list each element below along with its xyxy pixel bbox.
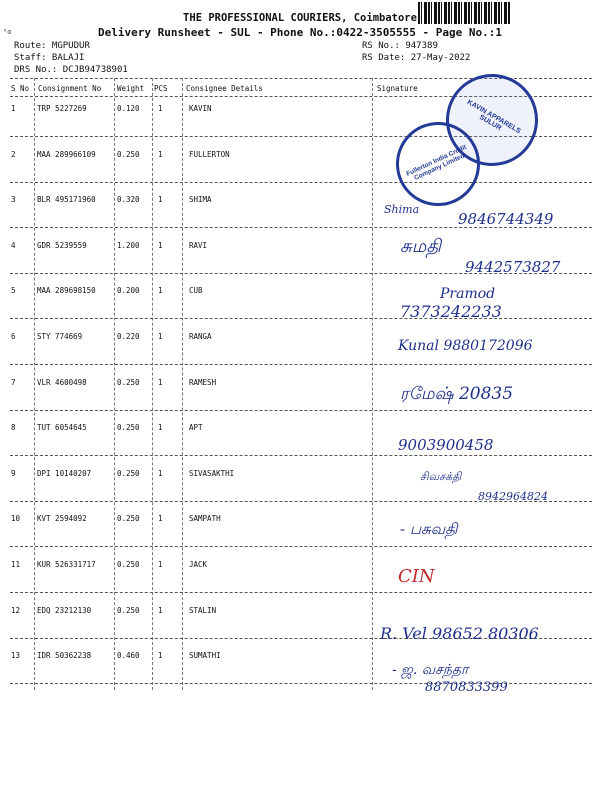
row-consignee: JACK [189,560,208,569]
stamp-kavin-text: KAVIN APPARELS SULUR [465,98,522,136]
signature-13-phone: 8870833399 [425,680,508,695]
row-weight: 0.250 [117,605,140,615]
staff-label: Staff: BALAJI [14,53,85,63]
row-consignment-no: TRP 5227269 [37,104,87,113]
column-header-consignment: Consignment No [38,84,102,93]
row-sno: 10 [11,514,21,524]
row-sno: 12 [11,605,21,615]
signature-5-phone: 7373242233 [400,302,502,321]
row-consignee: SIVASAKTHI [189,468,235,478]
company-title: THE PROFESSIONAL COURIERS, Coimbatore [183,12,417,24]
row-consignment-no: KUR 526331717 [37,560,96,569]
row-sno: 9 [11,468,16,478]
row-consignment-no: MAA 289966109 [37,149,96,159]
row-pcs: 1 [158,423,163,433]
row-consignee: RANGA [189,332,212,341]
row-weight: 0.250 [117,149,140,159]
row-consignment-no: TUT 6054645 [37,423,87,433]
row-consignment-no: DPI 10140207 [37,468,92,478]
row-separator [10,364,592,365]
row-separator [10,182,592,183]
signature-9-name: சிவசக்தி [420,470,462,483]
column-header-sno: S No [11,84,30,93]
signature-3-name: Shima [384,203,420,216]
row-weight: 0.220 [117,332,140,341]
row-pcs: 1 [158,651,163,661]
row-consignee: SUMATHI [189,651,221,661]
row-sno: 7 [11,377,16,387]
row-consignee: KAVIN [189,104,212,113]
row-consignment-no: IDR 50362238 [37,651,92,661]
row-pcs: 1 [158,605,163,615]
row-weight: 0.250 [117,377,140,387]
column-divider [372,78,373,690]
row-weight: 0.250 [117,560,140,569]
row-weight: 0.250 [117,514,140,524]
signature-4-phone: 9442573827 [465,258,561,276]
column-divider [114,78,115,690]
row-weight: 0.120 [117,104,140,113]
signature-13-name: - ஜ. வசந்தா [392,662,469,678]
row-pcs: 1 [158,240,163,250]
row-separator [10,455,592,456]
row-sno: 6 [11,332,16,341]
row-separator [10,410,592,411]
row-consignment-no: EDQ 23212130 [37,605,92,615]
row-consignee: SAMPATH [189,514,221,524]
drs-number: DRS No.: DCJB94738901 [14,65,128,75]
row-weight: 0.320 [117,195,140,205]
column-header-signature: Signature [377,84,418,93]
row-consignment-no: KVT 2594092 [37,514,87,524]
column-header-pcs: PCS [154,84,168,93]
row-weight: 0.200 [117,286,140,296]
row-sno: 4 [11,240,16,250]
row-consignee: RAMESH [189,377,217,387]
row-weight: 0.250 [117,423,140,433]
signature-8: 9003900458 [398,436,494,454]
row-consignment-no: GDR 5239559 [37,240,87,250]
signature-11: CIN [398,566,435,587]
column-header-consignee: Consignee Details [186,84,263,93]
signature-9-phone: 8942964824 [478,490,548,503]
signature-5-name: Pramod [440,286,496,302]
row-sno: 1 [11,104,16,113]
row-pcs: 1 [158,104,163,113]
row-pcs: 1 [158,332,163,341]
row-sno: 2 [11,149,16,159]
column-header-weight: Weight [117,84,145,93]
row-consignee: STALIN [189,605,217,615]
rs-date: RS Date: 27-May-2022 [362,53,471,63]
row-sno: 13 [11,651,21,661]
row-pcs: 1 [158,377,163,387]
row-pcs: 1 [158,468,163,478]
row-weight: 1.200 [117,240,140,250]
runsheet-subtitle: Delivery Runsheet - SUL - Phone No.:0422-3505555 - Page No.:1 [98,26,502,39]
row-consignment-no: VLR 4600498 [37,377,87,387]
signature-12: R. Vel 98652 80306 [380,624,539,643]
row-consignee: RAVI [189,240,208,250]
signature-7: ரமேஷ் 20835 [400,384,514,404]
signature-3-phone: 9846744349 [458,210,554,228]
row-sno: 3 [11,195,16,205]
row-consignee: SHIMA [189,195,212,205]
row-consignee: CUB [189,286,203,296]
column-divider [34,78,35,690]
rs-number: RS No.: 947389 [362,41,438,51]
row-separator [10,592,592,593]
column-divider [152,78,153,690]
row-pcs: 1 [158,560,163,569]
row-sno: 5 [11,286,16,296]
row-consignee: APT [189,423,203,433]
row-sno: 8 [11,423,16,433]
row-consignee: FULLERTON [189,149,230,159]
corner-mark: ⁰ʘ [3,28,12,36]
row-consignment-no: MAA 289698150 [37,286,96,296]
row-consignment-no: STY 774669 [37,332,83,341]
row-pcs: 1 [158,195,163,205]
stamp-fullerton-text: Fullerton India Credit Company Limited [405,143,468,182]
signature-10: - பசுவதி [400,520,458,538]
row-sno: 11 [11,560,21,569]
row-consignment-no: BLR 495171960 [37,195,96,205]
row-weight: 0.250 [117,468,140,478]
row-pcs: 1 [158,149,163,159]
signature-6: Kunal 9880172096 [398,338,533,354]
column-divider [182,78,183,690]
row-pcs: 1 [158,286,163,296]
row-weight: 0.460 [117,651,140,661]
signature-4-name: சுமதி [400,236,441,257]
row-separator [10,318,592,319]
route-label: Route: MGPUDUR [14,41,90,51]
row-separator [10,546,592,547]
row-pcs: 1 [158,514,163,524]
